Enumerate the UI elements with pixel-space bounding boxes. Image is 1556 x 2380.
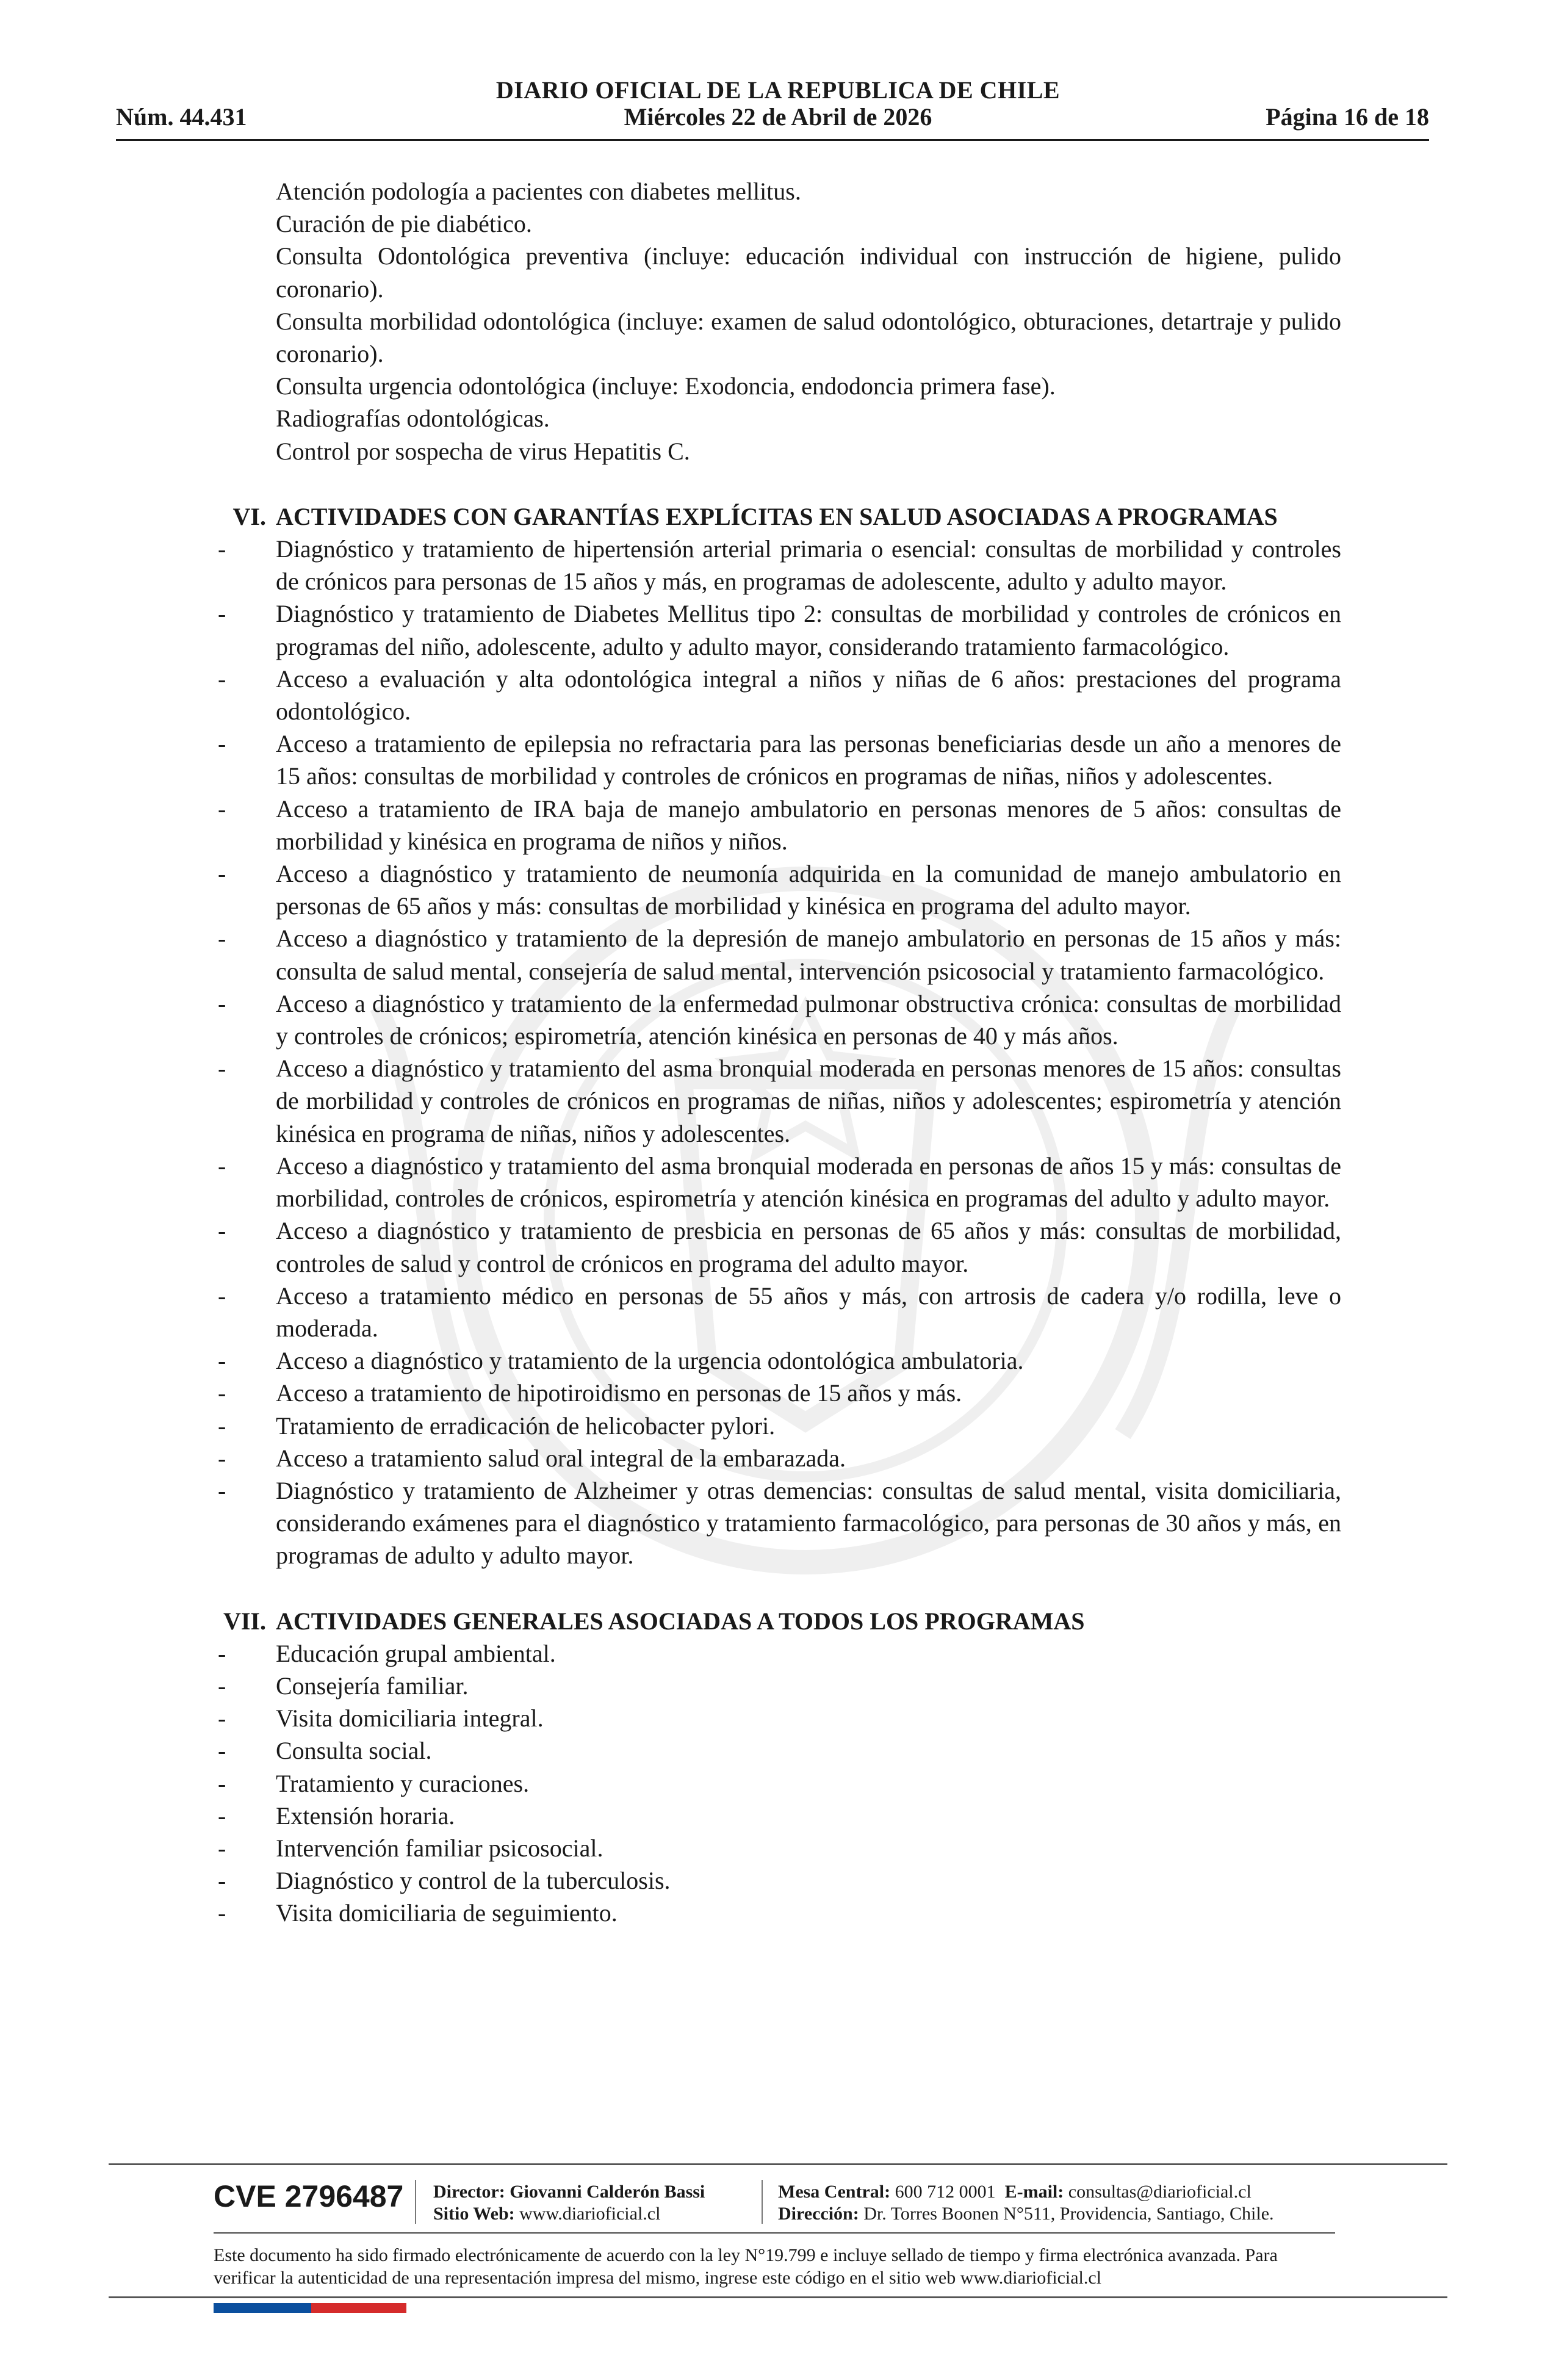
- section-heading-vi: [0, 500, 1556, 533]
- list-item-text: Diagnóstico y tratamiento de Diabetes Mellitus tipo 2: consultas de morbilidad y controles de crónicos en programas del niño, adolescente, adulto y adulto mayor, considerando tratamiento farmacológico.: [276, 600, 1341, 660]
- section-title: ACTIVIDADES CON GARANTÍAS EXPLÍCITAS EN SALUD ASOCIADAS A PROGRAMAS: [276, 502, 1278, 530]
- intro-line: Control por sospecha de virus Hepatitis C.: [276, 437, 690, 465]
- list-item-text: Acceso a tratamiento de IRA baja de manejo ambulatorio en personas menores de 5 años: consultas de morbilidad y kinésica en programa de niños y niños.: [276, 795, 1341, 855]
- list-item: [0, 1280, 1556, 1344]
- list-item-text: Diagnóstico y control de la tuberculosis.: [276, 1867, 671, 1895]
- address-text: Dr. Torres Boonen N°511, Providencia, Santiago, Chile.: [863, 2204, 1274, 2224]
- list-item-text: Consejería familiar.: [276, 1671, 469, 1700]
- list-item: [0, 1442, 1556, 1474]
- list-item: [0, 1637, 1556, 1670]
- list-item: [0, 1702, 1556, 1734]
- list-item-text: Acceso a diagnóstico y tratamiento de presbicia en personas de 65 años y más: consultas de morbilidad, controles de salud y control de crónicos en programa del adulto mayor.: [276, 1217, 1341, 1277]
- list-item-text: Acceso a tratamiento salud oral integral de la embarazada.: [276, 1444, 846, 1472]
- phone-label: Mesa Central:: [778, 2182, 891, 2202]
- bullet-dash: -: [218, 989, 226, 1017]
- email-label: E-mail:: [1004, 2182, 1064, 2202]
- flag-stripe-blue: [214, 2303, 311, 2313]
- intro-line: Radiografías odontológicas.: [276, 405, 550, 433]
- intro-line: Curación de pie diabético.: [276, 210, 532, 238]
- list-item-text: Extensión horaria.: [276, 1801, 455, 1830]
- bullet-dash: -: [218, 1834, 226, 1862]
- list-item-text: Intervención familiar psicosocial.: [276, 1834, 603, 1862]
- director-name: Giovanni Calderón Bassi: [510, 2182, 705, 2202]
- list-item: [0, 1150, 1556, 1214]
- flag-stripe-red: [311, 2303, 406, 2313]
- list-item-text: Acceso a tratamiento de hipotiroidismo en personas de 15 años y más.: [276, 1379, 962, 1407]
- list-item: [0, 1344, 1556, 1377]
- bullet-dash: -: [218, 1671, 226, 1700]
- header-divider: [116, 139, 1429, 141]
- section-number: VII.: [223, 1607, 266, 1635]
- list-item: [0, 1767, 1556, 1800]
- list-item-text: Diagnóstico y tratamiento de hipertensión arterial primaria o esencial: consultas de morbilidad y controles de crónicos para personas de 15 años y más, en programas de adolescente, adulto y adulto mayor.: [276, 535, 1341, 596]
- section-number: VI.: [232, 502, 266, 530]
- list-item: [0, 1474, 1556, 1572]
- bullet-dash: -: [218, 860, 226, 888]
- bullet-dash: -: [218, 1055, 226, 1083]
- list-item: [0, 793, 1556, 857]
- intro-line: Consulta Odontológica preventiva (incluye: educación individual con instrucción de higiene, pulido coronario).: [276, 242, 1341, 303]
- list-item: [0, 533, 1556, 597]
- footer-director-block: [433, 2181, 705, 2225]
- bullet-dash: -: [218, 795, 226, 823]
- director-label: Director:: [433, 2182, 505, 2202]
- list-item: [0, 1864, 1556, 1897]
- bullet-dash: -: [218, 1347, 226, 1375]
- list-item-text: Acceso a tratamiento médico en personas de 55 años y más, con artrosis de cadera y/o rodilla, leve o moderada.: [276, 1282, 1341, 1342]
- list-item-text: Acceso a diagnóstico y tratamiento de la urgencia odontológica ambulatoria.: [276, 1347, 1024, 1375]
- bullet-dash: -: [218, 1444, 226, 1472]
- list-item: [0, 857, 1556, 922]
- list-item: [0, 922, 1556, 987]
- list-item-text: Tratamiento y curaciones.: [276, 1769, 530, 1797]
- list-item-text: Consulta social.: [276, 1737, 432, 1765]
- bullet-dash: -: [218, 665, 226, 693]
- publication-title: DIARIO OFICIAL DE LA REPUBLICA DE CHILE: [495, 76, 1061, 104]
- bullet-dash: -: [218, 925, 226, 953]
- list-item-text: Acceso a diagnóstico y tratamiento de neumonía adquirida en la comunidad de manejo ambulatorio en personas de 65 años y más: consultas de morbilidad y kinésica en programa del adulto mayor.: [276, 860, 1341, 920]
- list-item: [0, 1734, 1556, 1767]
- list-item: [0, 1377, 1556, 1409]
- list-item-text: Diagnóstico y tratamiento de Alzheimer y otras demencias: consultas de salud mental, visita domiciliaria, considerando exámenes para el diagnóstico y tratamiento farmacológico, para personas de 30 años y más, en programas de adulto y adulto mayor.: [276, 1476, 1341, 1570]
- list-item: [0, 663, 1556, 727]
- list-item: [0, 1670, 1556, 1702]
- bullet-dash: -: [218, 1639, 226, 1667]
- bullet-dash: -: [218, 600, 226, 628]
- page-number: Página 16 de 18: [1266, 103, 1429, 131]
- list-item-text: Acceso a diagnóstico y tratamiento del asma bronquial moderada en personas menores de 15 años: consultas de morbilidad y controles de crónicos en programas de niñas, niños y adolescentes; espirometría y atención kinésica en programa de niñas, niños y adolescentes.: [276, 1055, 1341, 1147]
- bullet-dash: -: [218, 1282, 226, 1310]
- phone-number: 600 712 0001: [895, 2182, 996, 2202]
- list-item: [0, 1832, 1556, 1864]
- website-link[interactable]: www.diarioficial.cl: [519, 2204, 661, 2224]
- list-item: [0, 1897, 1556, 1929]
- footer-divider-mid: [214, 2232, 1335, 2234]
- intro-line: Atención podología a pacientes con diabetes mellitus.: [276, 178, 801, 205]
- bullet-dash: -: [218, 1476, 226, 1504]
- section-title: ACTIVIDADES GENERALES ASOCIADAS A TODOS LOS PROGRAMAS: [276, 1607, 1085, 1635]
- bullet-dash: -: [218, 1899, 226, 1927]
- bullet-dash: -: [218, 730, 226, 758]
- bullet-dash: -: [218, 1704, 226, 1733]
- list-item: [0, 1214, 1556, 1279]
- intro-line: Consulta morbilidad odontológica (incluye: examen de salud odontológico, obturaciones, detartraje y pulido coronario).: [276, 307, 1341, 368]
- list-item-text: Visita domiciliaria integral.: [276, 1704, 544, 1733]
- footer-separator: [762, 2180, 763, 2224]
- web-label: Sitio Web:: [433, 2204, 515, 2224]
- list-item: [0, 1052, 1556, 1150]
- list-item-text: Acceso a diagnóstico y tratamiento del asma bronquial moderada en personas de años 15 y más: consultas de morbilidad, controles de crónicos, espirometría y atención kinésica en programas del adulto y adulto mayor.: [276, 1152, 1341, 1213]
- issue-number: Núm. 44.431: [116, 103, 247, 131]
- footer-separator: [415, 2180, 416, 2224]
- list-item: [0, 1800, 1556, 1832]
- footer-divider-top: [109, 2163, 1447, 2165]
- list-item: [0, 1410, 1556, 1442]
- footer-contact-block: [778, 2181, 1274, 2225]
- bullet-dash: -: [218, 1379, 226, 1407]
- list-item-text: Educación grupal ambiental.: [276, 1639, 556, 1667]
- list-item-text: Acceso a tratamiento de epilepsia no refractaria para las personas beneficiarias desde un año a menores de 15 años: consultas de morbilidad y controles de crónicos en programas de niñas, niños y adolescentes.: [276, 730, 1341, 790]
- bullet-dash: -: [218, 535, 226, 563]
- list-item-text: Acceso a diagnóstico y tratamiento de la depresión de manejo ambulatorio en personas de 15 años y más: consulta de salud mental, consejería de salud mental, intervención psicosocial y tratamiento farmacológico.: [276, 925, 1341, 985]
- bullet-dash: -: [218, 1801, 226, 1830]
- list-item-text: Visita domiciliaria de seguimiento.: [276, 1899, 618, 1927]
- bullet-dash: -: [218, 1152, 226, 1180]
- section-heading-vii: [0, 1605, 1556, 1637]
- bullet-dash: -: [218, 1217, 226, 1245]
- publication-date: Miércoles 22 de Abril de 2026: [624, 103, 932, 131]
- list-item: [0, 597, 1556, 662]
- email-link[interactable]: consultas@diarioficial.cl: [1068, 2182, 1252, 2202]
- list-item-text: Acceso a evaluación y alta odontológica integral a niños y niñas de 6 años: prestaciones del programa odontológico.: [276, 665, 1341, 726]
- address-label: Dirección:: [778, 2204, 859, 2224]
- cve-code: CVE 2796487: [214, 2179, 404, 2213]
- bullet-dash: -: [218, 1412, 226, 1440]
- footer-divider-bottom: [109, 2296, 1447, 2298]
- bullet-dash: -: [218, 1867, 226, 1895]
- bullet-dash: -: [218, 1769, 226, 1797]
- list-item-text: Tratamiento de erradicación de helicobacter pylori.: [276, 1412, 776, 1440]
- list-item-text: Acceso a diagnóstico y tratamiento de la enfermedad pulmonar obstructiva crónica: consultas de morbilidad y controles de crónicos; espirometría, atención kinésica en personas de 40 y más años.: [276, 989, 1341, 1050]
- bullet-dash: -: [218, 1737, 226, 1765]
- list-item: [0, 987, 1556, 1052]
- signature-note: Este documento ha sido firmado electrónicamente de acuerdo con la ley N°19.799 e incluye sellado de tiempo y firma electrónica avanzada. Para verificar la autenticidad de una representación impresa del mismo, ingrese este código en el sitio web www.diarioficial.cl: [214, 2245, 1278, 2288]
- document-body: [0, 175, 1556, 1930]
- intro-line: Consulta urgencia odontológica (incluye: Exodoncia, endodoncia primera fase).: [276, 372, 1056, 400]
- list-item: [0, 727, 1556, 792]
